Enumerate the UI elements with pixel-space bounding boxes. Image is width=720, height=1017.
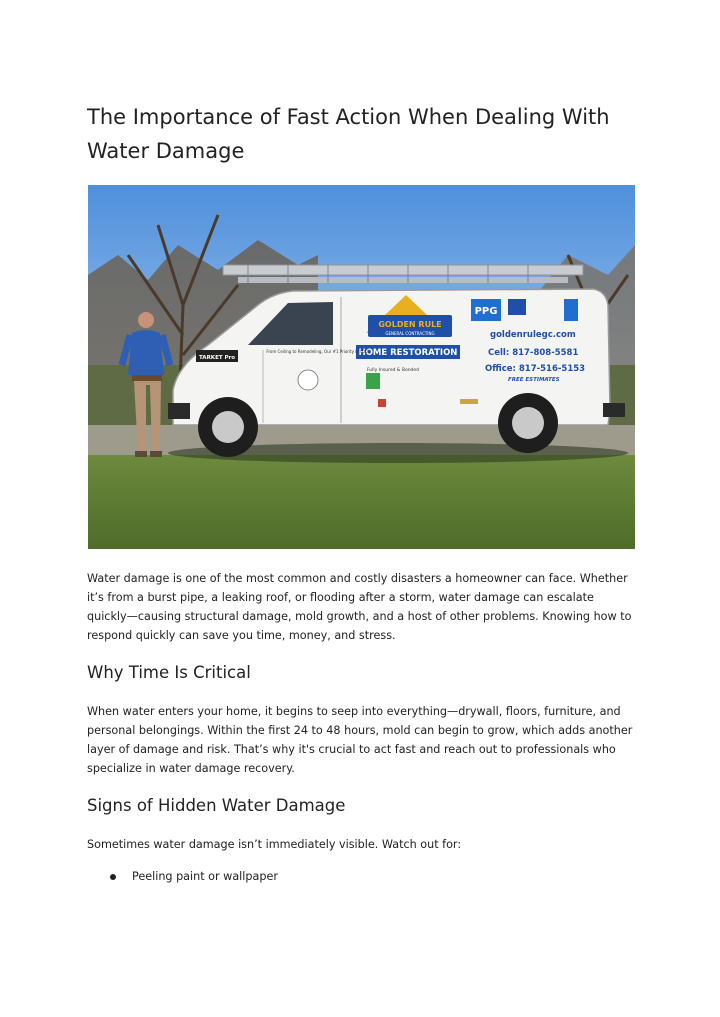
- section-why-time-body: When water enters your home, it begins to seep into everything—drywall, floors, furniture, and personal belongings. Within the first 24 to 48 hours, mold can begin to grow, which adds another layer of damage and risk. That’s why it's crucial to act fast and reach out to professionals who specialize in water damage recovery.: [87, 705, 633, 775]
- van-insured: Fully Insured & Bonded: [366, 368, 420, 373]
- van-logo-line2: GENERAL CONTRACTING: [385, 331, 435, 336]
- van-banner: HOME RESTORATION: [358, 348, 458, 358]
- list-item: [110, 870, 278, 883]
- van-tagline: From Ceiling to Remodeling, Our #1 Priority is YOU!: [266, 349, 370, 354]
- section-heading-why-time: Why Time Is Critical: [87, 663, 251, 682]
- van-estimates: FREE ESTIMATES: [508, 377, 560, 383]
- bullet-dot-icon: [110, 874, 116, 880]
- van-cell: Cell: 817-808-5581: [488, 348, 579, 358]
- intro-paragraph: Water damage is one of the most common and costly disasters a homeowner can face. Whether it’s from a burst pipe, a leaking roof, or flooding after a storm, water damage can escalate quickly—causing structural damage, mold growth, and a host of other problems. Knowing how to respond quickly can save you time, money, and stress.: [87, 572, 632, 642]
- section-heading-hidden-damage: Signs of Hidden Water Damage: [87, 796, 346, 815]
- van-logo-line1: GOLDEN RULE: [378, 320, 442, 329]
- list-item-text: Peeling paint or wallpaper: [132, 870, 278, 883]
- van-ppg: PPG: [474, 306, 498, 317]
- article-title: The Importance of Fast Action When Dealing With Water Damage: [87, 105, 610, 163]
- van-tarkett: TARKET Pro: [198, 355, 236, 361]
- service-van-photo: [88, 185, 635, 549]
- van-website: goldenrulegc.com: [490, 330, 576, 340]
- section-hidden-damage-body: Sometimes water damage isn’t immediately visible. Watch out for:: [87, 838, 462, 851]
- van-office: Office: 817-516-5153: [485, 364, 586, 374]
